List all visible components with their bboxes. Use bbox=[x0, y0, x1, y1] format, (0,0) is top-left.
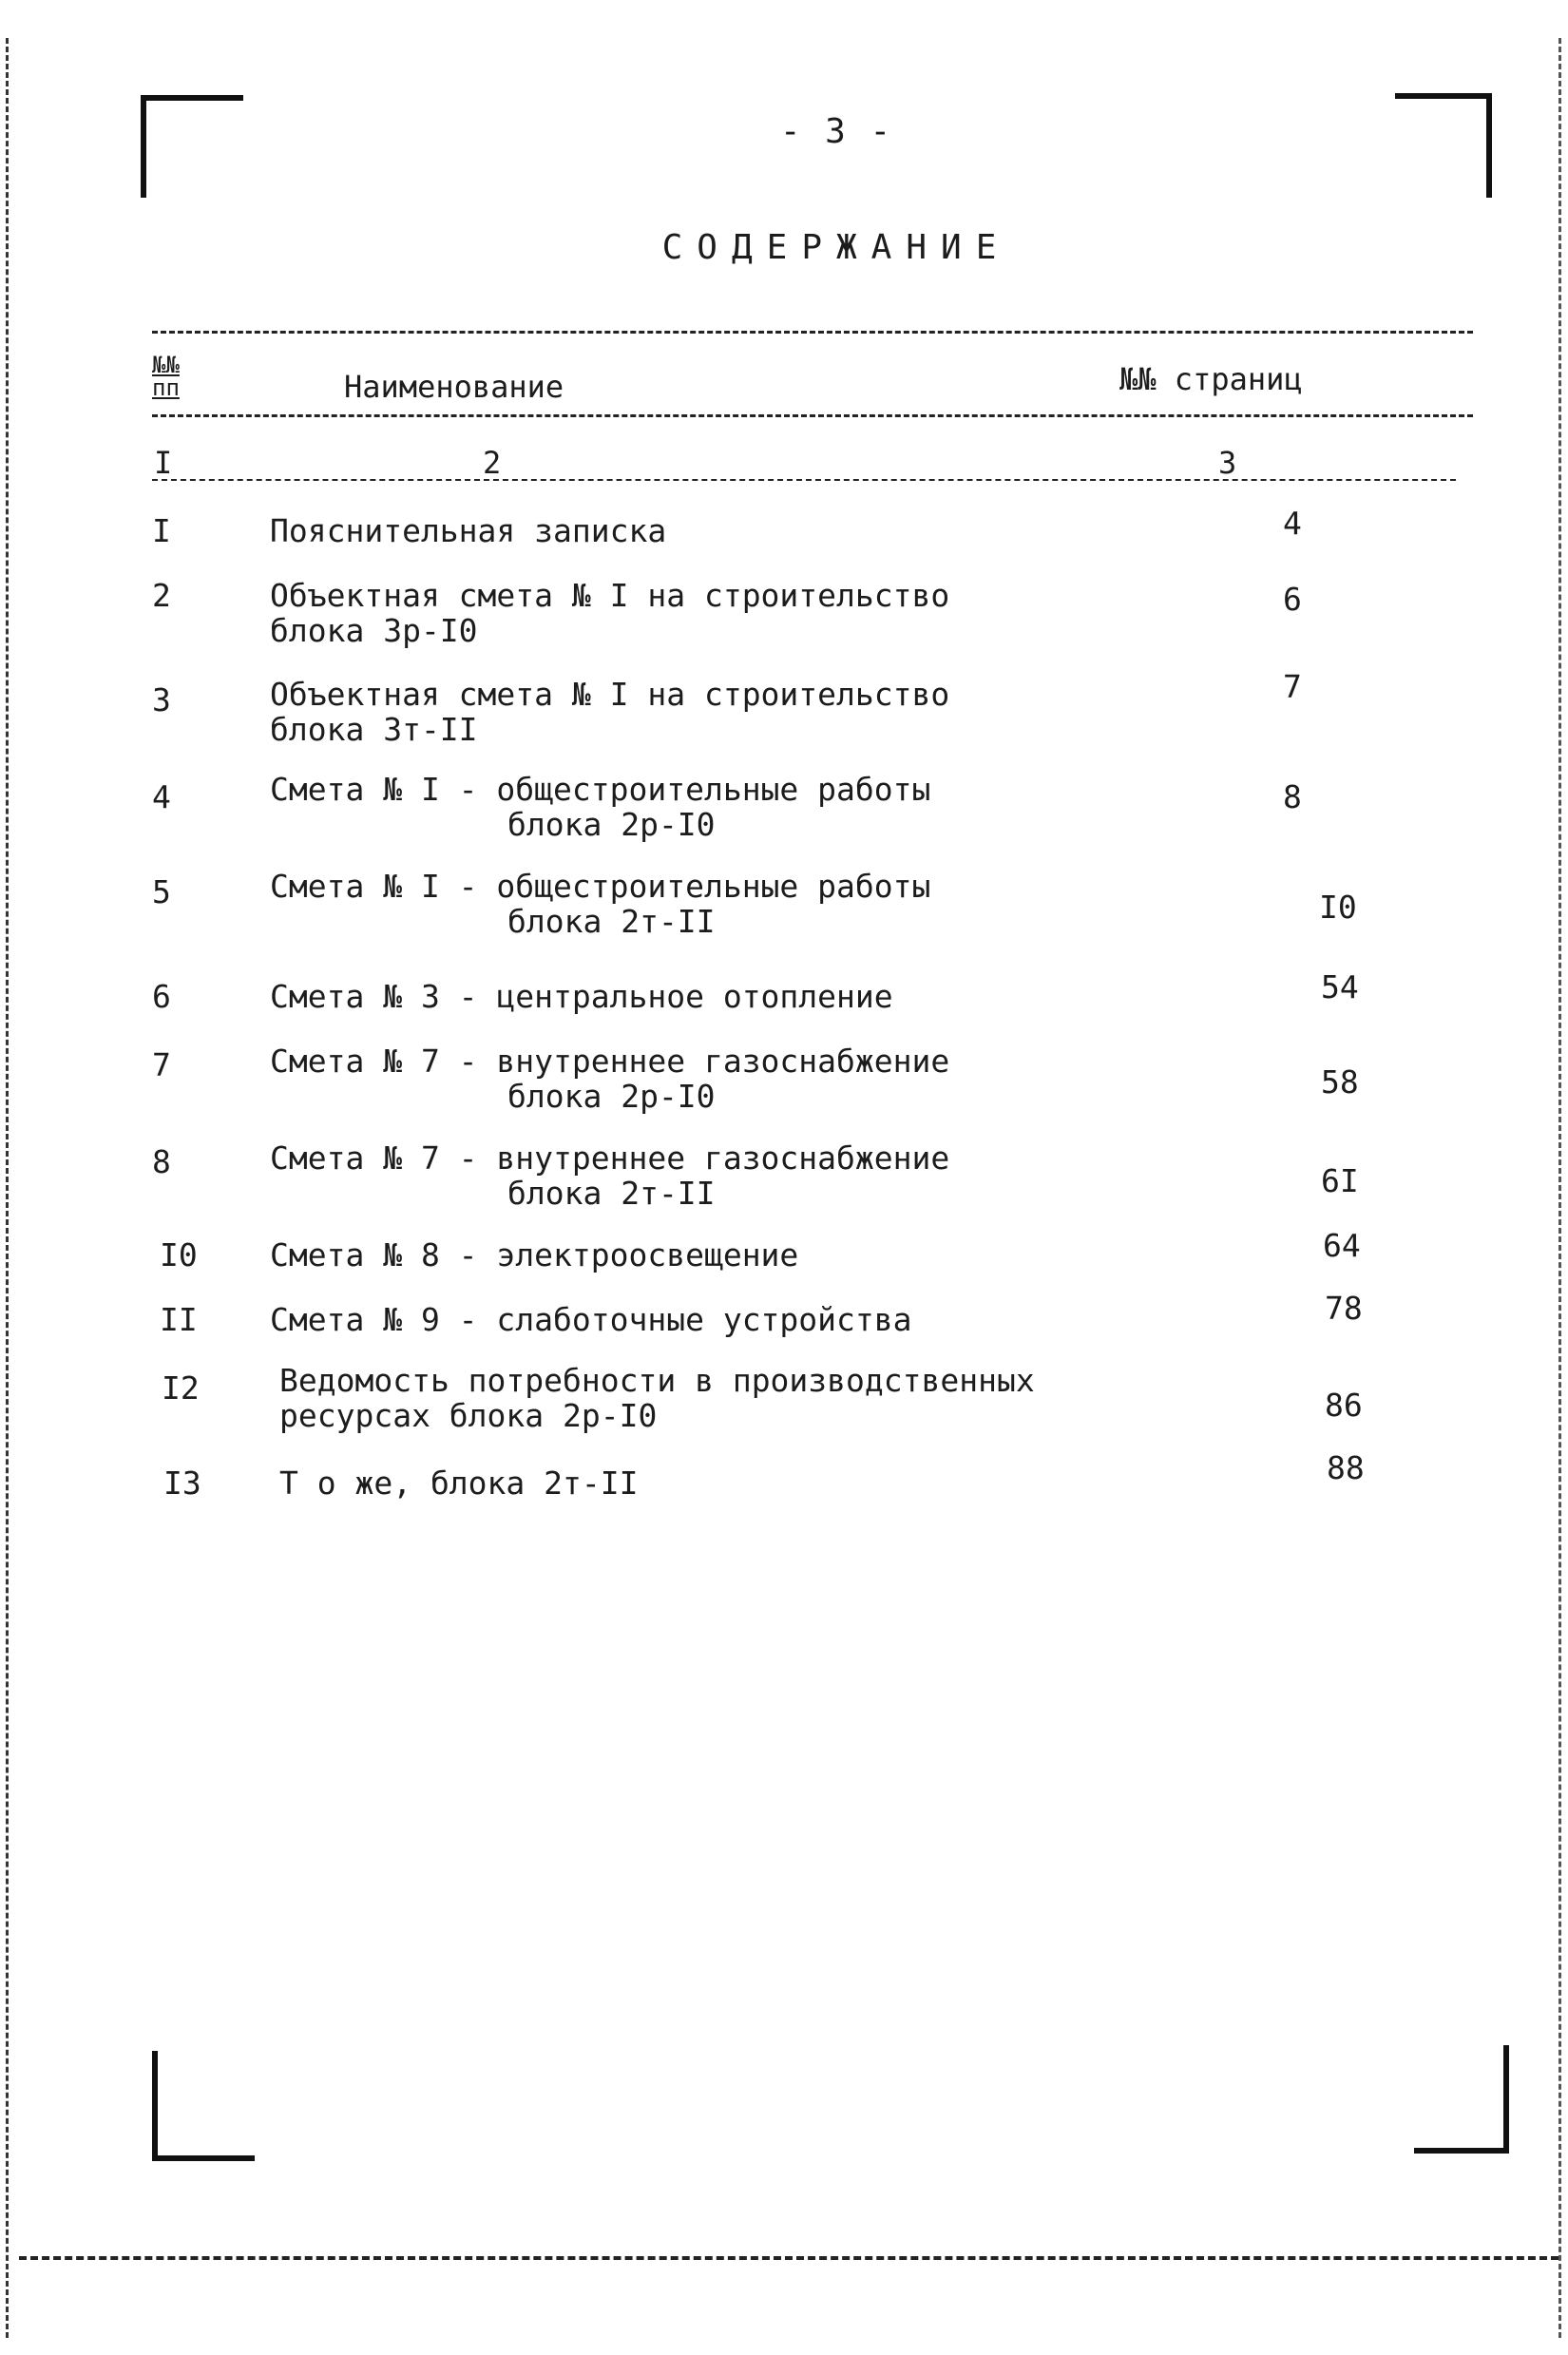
table-colnum-rule bbox=[152, 479, 1456, 481]
row-name bbox=[270, 1302, 1220, 1337]
row-name bbox=[279, 1363, 1230, 1433]
row-name-line1: Смета № 9 - слаботочные устройства bbox=[270, 1301, 912, 1338]
row-name-line2: ресурсах блока 2р-I0 bbox=[279, 1397, 658, 1434]
bottom-dashed-line bbox=[19, 2256, 1558, 2260]
header-number bbox=[152, 354, 200, 399]
row-name-line1: Объектная смета № I на строительство bbox=[270, 676, 950, 713]
row-page: 58 bbox=[1321, 1063, 1359, 1101]
column-number-2: 2 bbox=[483, 445, 502, 481]
column-number-3: 3 bbox=[1218, 445, 1237, 481]
row-number: 5 bbox=[152, 873, 171, 910]
row-page: 78 bbox=[1325, 1290, 1363, 1327]
row-name-line1: Смета № 3 - центральное отопление bbox=[270, 978, 893, 1015]
page-title: СОДЕРЖАНИЕ bbox=[661, 228, 1011, 267]
row-page: 6I bbox=[1321, 1162, 1359, 1199]
header-number-line1: №№ bbox=[152, 352, 180, 378]
row-page: 8 bbox=[1283, 778, 1302, 815]
row-number: I3 bbox=[163, 1465, 201, 1502]
row-name bbox=[270, 578, 1220, 648]
row-page: 64 bbox=[1323, 1227, 1361, 1264]
row-name-line2: блока 3т-II bbox=[270, 711, 478, 748]
row-name-line2: блока 3р-I0 bbox=[270, 612, 478, 649]
row-name bbox=[270, 869, 1220, 939]
row-page: I0 bbox=[1319, 889, 1357, 926]
corner-bracket-bottom-left bbox=[152, 2051, 255, 2161]
row-name-line1: Смета № I - общестроительные работы bbox=[270, 868, 931, 905]
left-edge-dashes bbox=[6, 38, 9, 2338]
row-number: 7 bbox=[152, 1046, 171, 1083]
corner-bracket-bottom-right bbox=[1414, 2045, 1509, 2154]
row-name-line1: Ведомость потребности в производственных bbox=[279, 1362, 1035, 1399]
row-name-line1: Т о же, блока 2т-II bbox=[279, 1465, 639, 1502]
row-name bbox=[270, 979, 1220, 1014]
row-name-line2: блока 2т-II bbox=[507, 1175, 716, 1212]
row-number: 4 bbox=[152, 778, 171, 815]
row-name-line2: блока 2т-II bbox=[507, 903, 716, 940]
table-top-rule bbox=[152, 331, 1473, 334]
row-name-line1: Смета № 7 - внутреннее газоснабжение bbox=[270, 1139, 950, 1177]
row-number: I2 bbox=[162, 1369, 200, 1407]
row-name-line2: блока 2р-I0 bbox=[507, 1078, 716, 1115]
row-page: 6 bbox=[1283, 581, 1302, 618]
row-name bbox=[270, 513, 1220, 548]
header-pages: №№ страниц bbox=[1119, 361, 1303, 397]
column-number-1: I bbox=[154, 445, 173, 481]
row-number: I0 bbox=[160, 1236, 198, 1273]
row-name bbox=[270, 1237, 1220, 1273]
row-number: 8 bbox=[152, 1143, 171, 1180]
row-name bbox=[270, 677, 1220, 747]
row-name bbox=[279, 1465, 1230, 1501]
header-number-line2: пп bbox=[152, 374, 180, 401]
row-page: 88 bbox=[1327, 1449, 1365, 1486]
row-number: 3 bbox=[152, 681, 171, 718]
row-name-line1: Смета № 7 - внутреннее газоснабжение bbox=[270, 1043, 950, 1080]
row-page: 7 bbox=[1283, 668, 1302, 705]
corner-bracket-top-left bbox=[141, 95, 243, 198]
row-name bbox=[270, 1043, 1220, 1114]
row-name-line1: Смета № 8 - электроосвещение bbox=[270, 1236, 799, 1273]
row-number: II bbox=[160, 1301, 198, 1338]
header-name: Наименование bbox=[344, 369, 564, 405]
right-edge-dashes bbox=[1558, 38, 1561, 2338]
row-name-line1: Пояснительная записка bbox=[270, 512, 667, 549]
row-name-line1: Объектная смета № I на строительство bbox=[270, 577, 950, 614]
row-number: 6 bbox=[152, 978, 171, 1015]
page-number: - 3 - bbox=[779, 112, 893, 151]
row-name-line2: блока 2р-I0 bbox=[507, 806, 716, 843]
corner-bracket-top-right bbox=[1395, 93, 1492, 198]
row-page: 4 bbox=[1283, 505, 1302, 542]
row-page: 54 bbox=[1321, 968, 1359, 1005]
row-name-line1: Смета № I - общестроительные работы bbox=[270, 771, 931, 808]
row-name bbox=[270, 1140, 1220, 1211]
row-number: 2 bbox=[152, 577, 171, 614]
row-number: I bbox=[152, 512, 171, 549]
table-header-rule bbox=[152, 414, 1473, 417]
row-name bbox=[270, 772, 1220, 842]
row-page: 86 bbox=[1325, 1387, 1363, 1424]
